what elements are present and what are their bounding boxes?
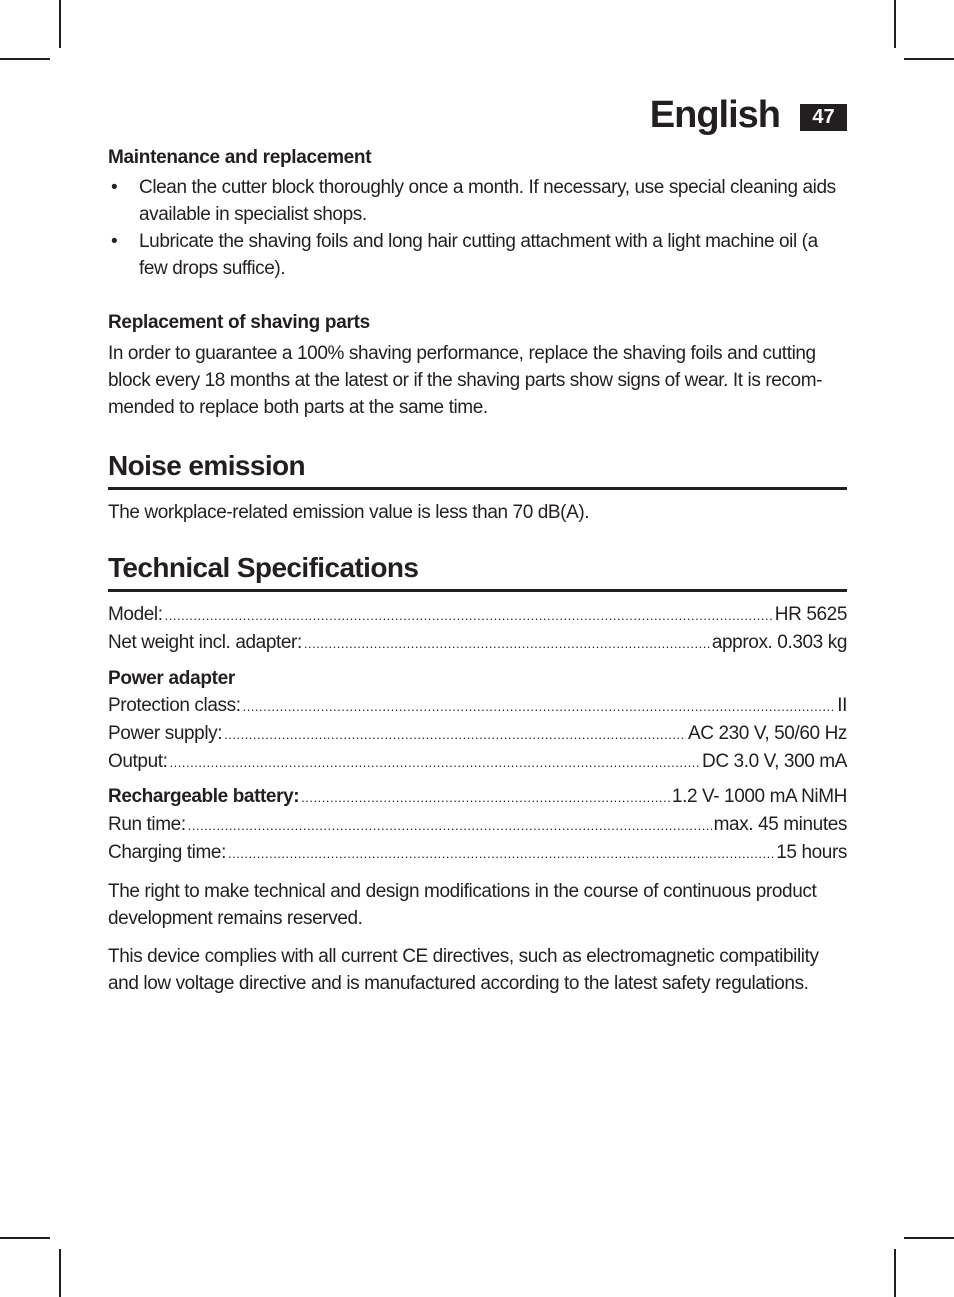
spec-label: Rechargeable battery: [108,786,300,807]
spec-value: II [837,695,847,716]
dot-leader [170,748,700,776]
dot-leader [188,811,712,839]
replacement-heading: Replacement of shaving parts [108,312,370,333]
spec-value: approx. 0.303 kg [711,632,847,653]
crop-mark [59,0,61,48]
spec-row-output [108,748,847,776]
list-item [108,228,847,282]
crop-mark [0,58,50,60]
spec-row-charging-time [108,839,847,867]
power-adapter-heading: Power adapter [108,668,236,689]
spec-value: max. 45 minutes [713,814,847,835]
spec-value: 15 hours [776,842,847,863]
maintenance-list [108,174,847,282]
spec-row-power-supply [108,720,847,748]
spec-value: HR 5625 [774,604,847,625]
dot-leader [304,629,710,657]
spec-value: DC 3.0 V, 300 mA [702,751,847,772]
technical-specifications-title: Technical Specifications [108,551,847,592]
replacement-text: In order to guarantee a 100% shaving performance, replace the shaving foils and cutting block every 18 months at the latest or if the shaving parts show signs of wear. It is recom-mended to replace both parts at the same time. [108,343,823,418]
spec-row-weight [108,629,847,657]
page-number: 47 [800,104,847,131]
spec-value: AC 230 V, 50/60 Hz [688,723,847,744]
language-header: English [649,94,780,136]
maintenance-heading: Maintenance and replacement [108,147,372,168]
noise-emission-text: The workplace-related emission value is less than 70 dB(A). [108,502,590,523]
spec-label: Charging time: [108,842,226,863]
page-content [108,144,847,997]
crop-mark [904,1237,954,1239]
crop-mark [894,0,896,48]
dot-leader [165,601,773,629]
spec-label: Protection class: [108,695,241,716]
spec-label: Run time: [108,814,186,835]
bullet-icon: • [111,231,118,252]
crop-mark [904,58,954,60]
spec-label: Model: [108,604,163,625]
bullet-text: Clean the cutter block thoroughly once a month. If necessary, use special cleaning aids available in specialist shops. [139,177,836,225]
crop-mark [894,1249,896,1297]
list-item [108,174,847,228]
spec-label: Power supply: [108,723,223,744]
spec-row-protection-class [108,692,847,720]
modifications-note: The right to make technical and design modifications in the course of continuous product development remains reserved. [108,881,817,929]
spec-value: 1.2 V- 1000 mA NiMH [671,786,847,807]
bullet-icon: • [111,177,118,198]
crop-mark [59,1249,61,1297]
crop-mark [0,1237,50,1239]
noise-emission-title: Noise emission [108,449,847,490]
spec-row-model [108,601,847,629]
dot-leader [224,720,686,748]
ce-compliance-note: This device complies with all current CE directives, such as electromagnetic compatibility and low voltage directive and is manufactured according to the latest safety regulations. [108,946,819,994]
spec-list [108,601,847,867]
dot-leader [228,839,774,867]
spec-label: Output: [108,751,168,772]
dot-leader [301,783,670,811]
spec-row-battery [108,783,847,811]
bullet-text: Lubricate the shaving foils and long hair cutting attachment with a light machine oil (a few drops suffice). [139,231,818,279]
dot-leader [243,692,836,720]
spec-row-run-time [108,811,847,839]
spec-label: Net weight incl. adapter: [108,632,302,653]
